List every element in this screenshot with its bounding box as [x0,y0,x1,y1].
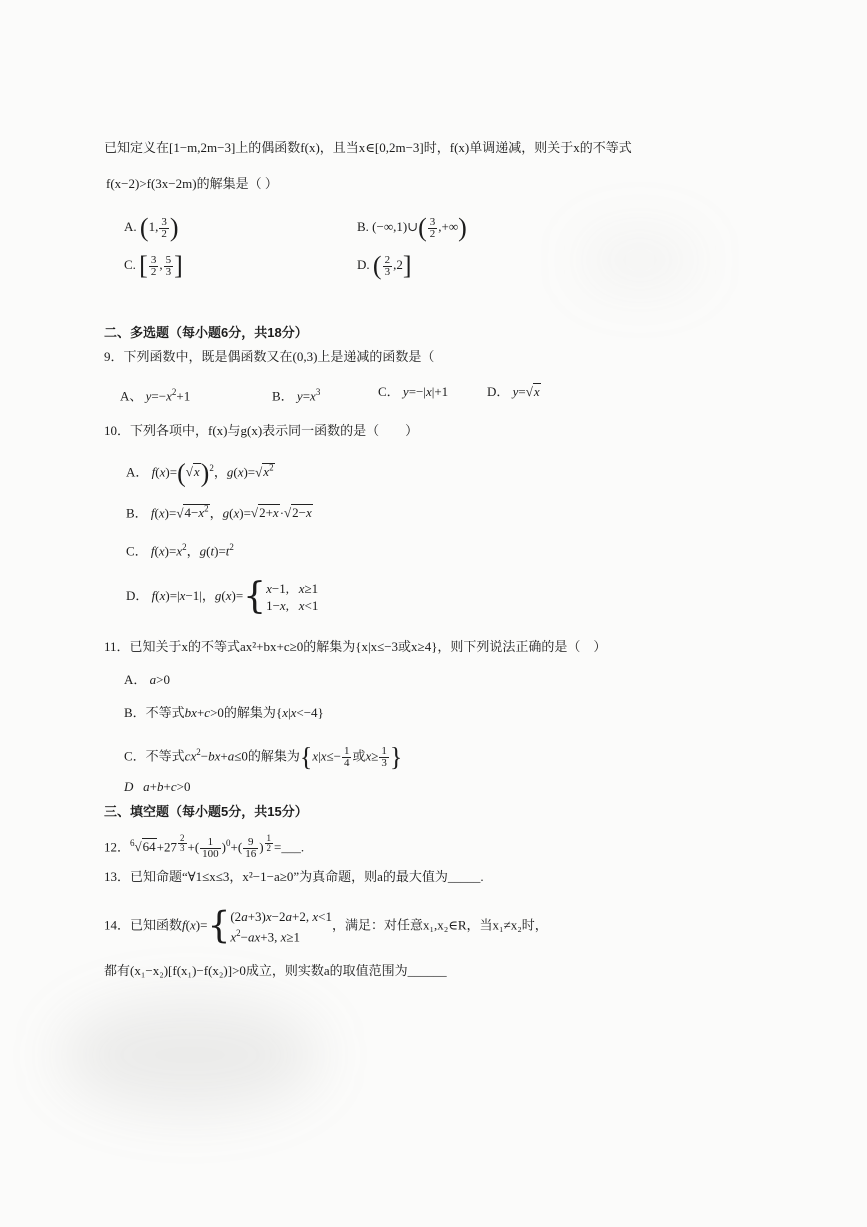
q10-option-d: D． f(x)=|x−1|，g(x)={x−1, x≥1 1−x, x<1 [126,576,319,617]
q8-option-b: B. (−∞,1)∪( $\frac{3}{2}$ ,+∞) [357,213,467,243]
q11-option-a: A． a>0 [124,672,170,687]
question-10: 10．下列各项中，f(x)与g(x)表示同一函数的是（ ） [104,423,419,438]
q8-option-a: A. (1, $\frac{3}{2}$ ) [124,213,179,243]
q8-option-d: D. ( $\frac{2}{3}$ ,2] [357,251,412,281]
question-11: 11．已知关于x的不等式ax²+bx+c≥0的解集为{x|x≤−3或x≥4}，则下列说法正确的是（ ） [104,639,607,654]
q10-option-a: A． $f(x)=(√x)^2$，$g(x)=√x^2$ [126,458,274,488]
q8-option-c: C. [ $\frac{3}{2}$ , $\frac{5}{3}$ ] [124,251,183,281]
question-8 [104,137,632,159]
q11-option-d: D a+b+c>0 [124,779,191,794]
question-14-line2: 都有(x₁−x₂)[f(x₁)−f(x₂)]>0成立，则实数a的取值范围为______ [104,963,447,978]
question-14: 14．已知函数f(x)={(2a+3)x−2a+2, x<1 $x^2-ax+3$, x≥1，满足：对任意x₁,x₂∈R，当x₁≠x₂时， [104,905,548,947]
q11-option-b: B．不等式bx+c>0的解集为{x|x<−4} [124,705,324,720]
q10-option-c: C． $f(x)=x^2$，$g(t)=t^2$ [126,542,234,559]
q11-option-c: C．不等式$cx^2-bx+a\le 0$的解集为{x|x≤− $\frac{1}{4}$ 或x≥ $\frac{1}{3}$ } [124,742,403,772]
q10-option-b: B． $f(x)=√4-x^2$，g(x)=√2+x·√2−x [126,504,312,521]
scan-shadow [580,230,700,290]
section-3-title: 三、填空题（每小题5分，共15分） [104,804,308,819]
question-8-line2 [106,173,278,195]
q8-text2: f(x−2)>f(3x−2m)的解集是（ ） [106,176,278,191]
question-13: 13．已知命题“∀1≤x≤3，x²−1−a≥0”为真命题，则a的最大值为_____. [104,869,484,884]
section-2-title: 二、多选题（每小题6分，共18分） [104,325,308,340]
q8-text: 已知定义在[1−m,2m−3]上的偶函数f(x)，且当x∈[0,2m−3]时，f(x)单调递减，则关于x的不等式 [104,140,632,155]
question-9: 9．下列函数中，既是偶函数又在(0,3)上是递减的函数是（ [104,349,435,364]
scan-shadow [60,1000,320,1110]
question-12: 12．$^6$√64+27 $^{\frac{2}{3}}$ +( $\frac{1}{100}$ )$^0$+( $\frac{9}{16}$ ) $^{\frac{1}{2}}$ =___. [104,833,305,860]
